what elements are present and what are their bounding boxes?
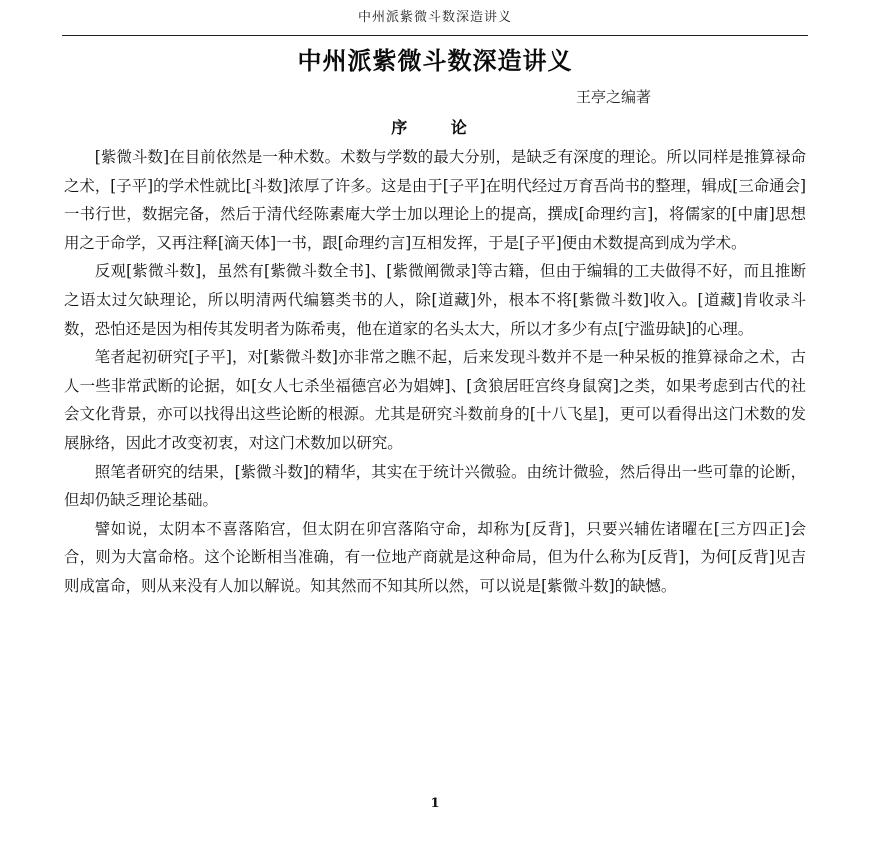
document-title: 中州派紫微斗数深造讲义 [297,46,573,75]
running-header: 中州派紫微斗数深造讲义 [357,10,512,25]
paragraph-2: 反观[紫微斗数]，虽然有[紫微斗数全书]、[紫微阐微录]等古籍，但由于编辑的工夫做得不好，而且推断之语太过欠缺理论，所以明清两代编篡类书的人，除[道藏]外，根本不将[紫微斗数]收入。[道藏]肯收录斗数，恐怕还是因为相传其发明者为陈希夷，他在道家的名头太大，所以才多少有点[宁滥毋缺]的心理。 [64,262,806,338]
paragraph-4: 照笔者研究的结果，[紫微斗数]的精华，其实在于统计兴微验。由统计微验，然后得出一些可靠的论断，但却仍缺乏理论基础。 [64,462,806,510]
paragraph-3: 笔者起初研究[子平]，对[紫微斗数]亦非常之瞧不起，后来发现斗数并不是一种呆板的推算禄命之术，古人一些非常武断的论据，如[女人七杀坐福德宫必为娼婢]、[贪狼居旺宫终身鼠窝]之类，如果考虑到古代的社会文化背景，亦可以找得出这些论断的根源。尤其是研究斗数前身的[十八飞星]，更可以看得出这门术数的发展脉络，因此才改变初衷，对这门术数加以研究。 [64,348,806,452]
paragraph-5: 譬如说，太阴本不喜落陷宫，但太阴在卯宫落陷守命，却称为[反背]，只要兴辅佐诸曜在[三方四正]会合，则为大富命格。这个论断相当准确，有一位地产商就是这种命局，但为什么称为[反背]，为何[反背]见吉则成富命，则从来没有人加以解说。知其然而不知其所以然，可以说是[紫微斗数]的缺憾。 [64,519,806,595]
section-title: 序 论 [391,118,479,137]
paragraph-1: [紫微斗数]在目前依然是一种术数。术数与学数的最大分别，是缺乏有深度的理论。所以同样是推算禄命之术，[子平]的学术性就比[斗数]浓厚了许多。这是由于[子平]在明代经过万育吾尚书的整理，辑成[三命通会]一书行世，数据完备，然后于清代经陈素庵大学士加以理论上的提高，撰成[命理约言]，将儒家的[中庸]思想用之于命学，又再注释[滴天体]一书，跟[命理约言]互相发挥，于是[子平]便由术数提高到成为学术。 [64,148,806,252]
document-body [64,143,806,601]
document-author: 王亭之编著 [576,88,652,106]
page-number: 1 [430,796,440,811]
header-divider [62,35,808,36]
